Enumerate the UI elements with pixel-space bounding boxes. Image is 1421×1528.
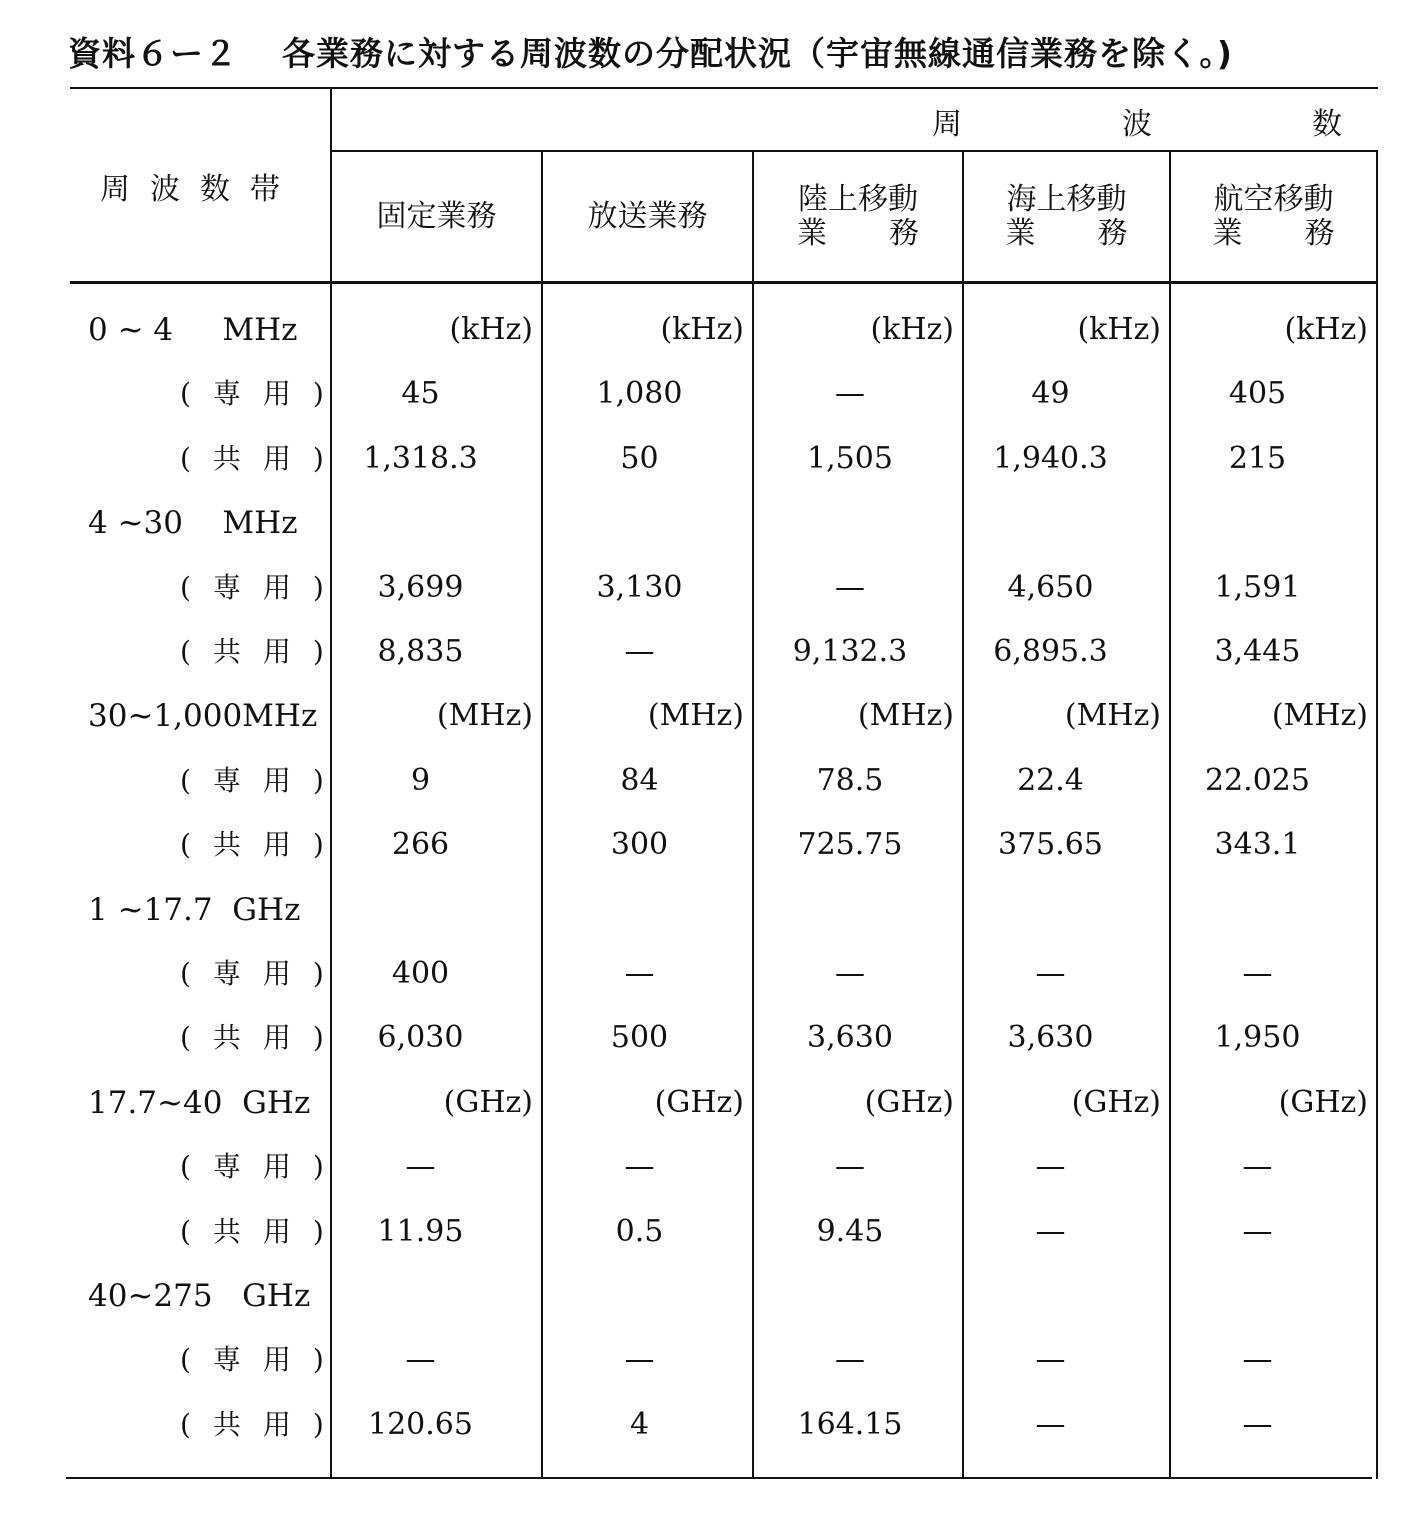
table-cell: — [1242, 956, 1273, 991]
column-header-fixed [332, 152, 541, 282]
unit-label: (kHz) [870, 312, 954, 347]
allocation-type-label: (専用) [180, 1343, 346, 1377]
table-cell: 8,835 [377, 634, 464, 669]
table-cell: 9.45 [816, 1213, 884, 1249]
table-cell: 266 [391, 827, 450, 863]
allocation-type-label: (共用) [180, 1021, 346, 1055]
band-label: 40~275 GHz [88, 1278, 311, 1314]
table-cell: 50 [620, 440, 659, 476]
table-cell: — [835, 569, 865, 605]
column-header-aeronautical-mobile [1171, 152, 1397, 282]
table-cell: — [835, 956, 865, 991]
column-header-line2: 業務 [797, 216, 981, 251]
table-row [0, 1200, 1421, 1264]
band-row [0, 684, 1421, 748]
table-cell: 4,650 [1007, 569, 1094, 605]
allocation-type-label: (共用) [180, 1407, 346, 1441]
table-cell: — [405, 1149, 436, 1185]
table-cell: — [835, 376, 865, 412]
table-cell: 1,080 [596, 376, 683, 412]
bottom-rule [66, 1477, 1372, 1479]
column-header-line1: 放送業務 [587, 199, 708, 234]
table-cell: 3,699 [377, 569, 464, 605]
table-cell: 164.15 [797, 1406, 903, 1442]
unit-label: (MHz) [857, 698, 954, 734]
column-header-line1: 固定業務 [376, 199, 497, 234]
header-char: 数 [1312, 107, 1342, 142]
table-cell: 22.4 [1017, 762, 1084, 798]
band-label: 17.7~40 GHz [88, 1084, 311, 1121]
table-cell: 45 [401, 376, 440, 412]
header-char: 波 [1122, 107, 1152, 142]
table-row [0, 362, 1421, 426]
table-cell: — [624, 956, 655, 991]
band-column-header: 周波数帯 [100, 172, 300, 207]
table-cell: 120.65 [368, 1406, 473, 1442]
table-cell: 3,445 [1214, 634, 1301, 669]
table-cell: 49 [1031, 376, 1070, 412]
table-cell: — [835, 1342, 865, 1378]
column-header-broadcast [543, 152, 752, 282]
table-cell: 500 [610, 1020, 669, 1056]
frequency-group-header [332, 98, 1376, 144]
top-rule [70, 87, 1378, 89]
band-label: 4 ~30 MHz [88, 505, 298, 542]
table-cell: 3,130 [596, 569, 683, 605]
table-cell: — [1035, 1406, 1066, 1442]
allocation-type-label: (共用) [180, 828, 346, 862]
allocation-type-label: (専用) [180, 957, 346, 990]
table-cell: — [1242, 1406, 1273, 1442]
table-cell: 9 [410, 762, 431, 798]
unit-label: (MHz) [647, 698, 744, 734]
table-title: 各業務に対する周波数の分配状況（宇宙無線通信業務を除く。) [282, 34, 1233, 73]
table-cell: — [1242, 1149, 1273, 1185]
table-cell: 1,318.3 [363, 440, 478, 476]
table-cell: — [835, 1149, 865, 1185]
header-char: 周 [932, 107, 962, 142]
unit-label: (MHz) [436, 698, 533, 734]
table-cell: 1,591 [1214, 569, 1301, 605]
unit-label: (GHz) [1278, 1084, 1368, 1120]
band-row [0, 1264, 1421, 1328]
unit-label: (MHz) [1064, 698, 1161, 734]
table-row [0, 1328, 1421, 1392]
table-cell: 1,505 [807, 440, 893, 476]
table-cell: 725.75 [797, 827, 903, 863]
table-number: 資料６ー２ [68, 34, 238, 73]
table-cell: 1,950 [1214, 1020, 1301, 1056]
unit-label: (GHz) [864, 1084, 954, 1120]
table-cell: 78.5 [816, 762, 884, 798]
column-header-land-mobile [754, 152, 981, 282]
page-title [68, 28, 1233, 75]
band-row [0, 491, 1421, 555]
column-header-line1: 海上移動 [1006, 182, 1127, 217]
unit-label: (kHz) [660, 312, 744, 347]
allocation-type-label: (共用) [180, 1214, 346, 1248]
table-cell: — [1242, 1213, 1273, 1249]
table-cell: — [1035, 1149, 1066, 1185]
column-header-maritime-mobile [964, 152, 1190, 282]
table-cell: — [1035, 1342, 1066, 1378]
table-cell: 0.5 [615, 1213, 664, 1249]
unit-label: (GHz) [443, 1084, 533, 1120]
column-header-line2: 業務 [1005, 216, 1190, 251]
allocation-type-label: (専用) [180, 1150, 346, 1184]
band-row [0, 1071, 1421, 1135]
allocation-type-label: (専用) [180, 377, 346, 411]
allocation-type-label: (専用) [180, 763, 346, 797]
table-row [0, 813, 1421, 877]
table-cell: 9,132.3 [792, 634, 908, 669]
unit-label: (kHz) [449, 312, 533, 347]
table-row [0, 556, 1421, 620]
band-row [0, 878, 1421, 942]
table-row [0, 1393, 1421, 1457]
table-cell: 84 [620, 762, 659, 798]
table-cell: 215 [1228, 440, 1287, 476]
table-cell: 3,630 [1007, 1020, 1094, 1056]
unit-label: (GHz) [1071, 1084, 1161, 1120]
table-cell: 343.1 [1214, 827, 1301, 863]
table-cell: — [624, 634, 655, 669]
column-header-line1: 航空移動 [1213, 182, 1334, 217]
band-label: 30~1,000MHz [88, 698, 318, 735]
table-cell: 405 [1228, 376, 1287, 412]
band-row [0, 298, 1421, 362]
allocation-type-label: (共用) [180, 441, 346, 475]
table-cell: — [405, 1342, 436, 1378]
band-label: 1 ~17.7 GHz [88, 891, 301, 928]
table-cell: — [624, 1342, 655, 1378]
unit-label: (GHz) [654, 1084, 744, 1120]
table-cell: — [624, 1149, 655, 1185]
table-cell: 22.025 [1205, 762, 1310, 798]
table-cell: 6,030 [377, 1020, 464, 1056]
table-row [0, 620, 1421, 684]
table-cell: 3,630 [807, 1020, 893, 1056]
unit-label: (MHz) [1271, 698, 1368, 734]
unit-label: (kHz) [1284, 312, 1368, 347]
table-row [0, 1135, 1421, 1199]
table-cell: 400 [391, 956, 450, 991]
table-cell: 6,895.3 [993, 634, 1108, 669]
table-row [0, 1006, 1421, 1070]
table-cell: 375.65 [998, 827, 1103, 863]
allocation-type-label: (共用) [180, 635, 346, 668]
table-cell: — [1035, 956, 1066, 991]
unit-label: (kHz) [1077, 312, 1161, 347]
table-cell: 300 [610, 827, 669, 863]
column-header-line1: 陸上移動 [798, 182, 918, 217]
column-header-line2: 業務 [1212, 216, 1397, 251]
allocation-type-label: (専用) [180, 570, 346, 604]
table-row [0, 749, 1421, 813]
band-label: 0 ~ 4 MHz [88, 312, 298, 348]
table-cell: 4 [629, 1406, 650, 1442]
table-cell: 11.95 [377, 1213, 464, 1249]
table-cell: — [1035, 1213, 1066, 1249]
table-cell: 1,940.3 [993, 440, 1108, 476]
table-row [0, 427, 1421, 491]
table-cell: — [1242, 1342, 1273, 1378]
table-row [0, 942, 1421, 1006]
